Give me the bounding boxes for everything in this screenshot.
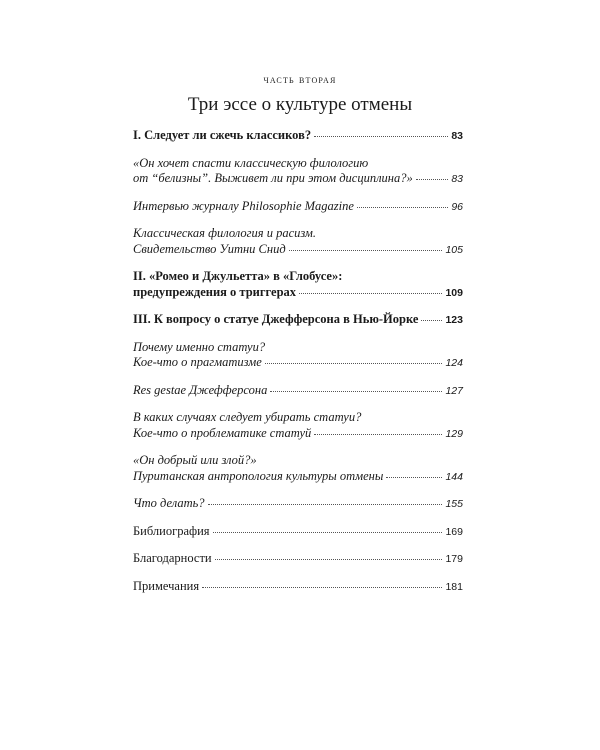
toc-entry-title-line: Примечания: [133, 578, 200, 593]
toc-entry[interactable]: [133, 269, 463, 301]
toc-entry[interactable]: [133, 551, 463, 568]
toc-entry-title-line: Интервью журналу Philosophie Magazine: [133, 198, 354, 213]
toc-page-number: 105: [445, 243, 463, 256]
toc-entry-title-line: Что делать?: [133, 496, 205, 510]
toc-entry[interactable]: [133, 340, 463, 372]
toc-entry-title-line: от “белизны”. Выживет ли при этом дисциплина?»: [133, 171, 413, 185]
dot-leader: [314, 434, 442, 435]
toc-entry[interactable]: [133, 453, 463, 485]
toc-page-number: 144: [445, 470, 463, 483]
toc-entry-title-line: В каких случаях следует убирать статуи?: [133, 410, 362, 424]
toc-entry-title-line: Благодарности: [133, 551, 212, 565]
toc-entry[interactable]: [133, 579, 463, 596]
dot-leader: [421, 320, 442, 321]
toc-page-number: 181: [445, 580, 463, 593]
dot-leader: [270, 391, 442, 392]
dot-leader: [357, 207, 448, 208]
toc-page-number: 179: [445, 553, 463, 565]
toc-entry-title-line: Почему именно статуи?: [133, 339, 266, 354]
toc-entry-title-line: Классическая филология и расизм.: [133, 226, 317, 240]
toc-entry-title-line: Кое-что о проблематике статуй: [133, 425, 312, 440]
toc-entry[interactable]: [133, 128, 463, 145]
toc-entry[interactable]: [133, 383, 463, 400]
toc-entry[interactable]: [133, 312, 463, 329]
toc-entry[interactable]: [133, 410, 463, 442]
dot-leader: [208, 504, 443, 505]
dot-leader: [215, 559, 443, 560]
toc-entry[interactable]: [133, 199, 463, 216]
toc-page-number: 83: [451, 130, 463, 142]
toc-entry-title-line: II. «Ромео и Джульетта» в «Глобусе»:: [133, 269, 343, 283]
toc-entry-title-line: Кое-что о прагматизме: [133, 355, 262, 369]
dot-leader: [202, 587, 442, 588]
toc-entry-title-line: Библиография: [133, 523, 210, 538]
dot-leader: [386, 477, 442, 478]
dot-leader: [314, 136, 448, 137]
toc-entry-title-line: III. К вопросу о статуе Джефферсона в Нью-Йорке: [133, 312, 419, 326]
dot-leader: [299, 293, 442, 294]
toc-entry-title-line: «Он хочет спасти классическую филологию: [133, 155, 369, 170]
dot-leader: [416, 179, 449, 180]
toc-page-number: 124: [445, 357, 463, 369]
toc-entry-title-line: I. Следует ли сжечь классиков?: [133, 128, 312, 142]
toc-entry[interactable]: [133, 496, 463, 513]
toc-page-number: 109: [445, 286, 463, 299]
toc-entry-title-line: предупреждения о триггерах: [133, 284, 297, 299]
part-title: Три эссе о культуре отмены: [187, 94, 413, 115]
part-label: часть вторая: [263, 72, 337, 86]
toc-entry-title-line: «Он добрый или злой?»: [133, 453, 257, 467]
toc-page-number: 155: [445, 498, 463, 510]
toc-entry[interactable]: [133, 226, 463, 258]
toc-entry-title-line: Свидетельство Уитни Снид: [133, 241, 286, 256]
toc-page-number: 123: [445, 314, 463, 326]
dot-leader: [289, 250, 443, 251]
toc-page-number: 169: [445, 525, 463, 538]
dot-leader: [213, 532, 443, 533]
toc-entry[interactable]: [133, 524, 463, 541]
toc-page-number: 129: [445, 427, 463, 440]
toc-page-number: 96: [451, 200, 463, 213]
toc-page-number: 127: [445, 384, 463, 397]
toc-entry-title-line: Пуританская антропология культуры отмены: [133, 468, 384, 483]
toc-entry[interactable]: [133, 156, 463, 188]
toc-entry-title-line: Res gestae Джефферсона: [133, 382, 268, 397]
dot-leader: [265, 363, 443, 364]
table-of-contents: [133, 128, 463, 606]
toc-page-number: 83: [451, 173, 463, 185]
